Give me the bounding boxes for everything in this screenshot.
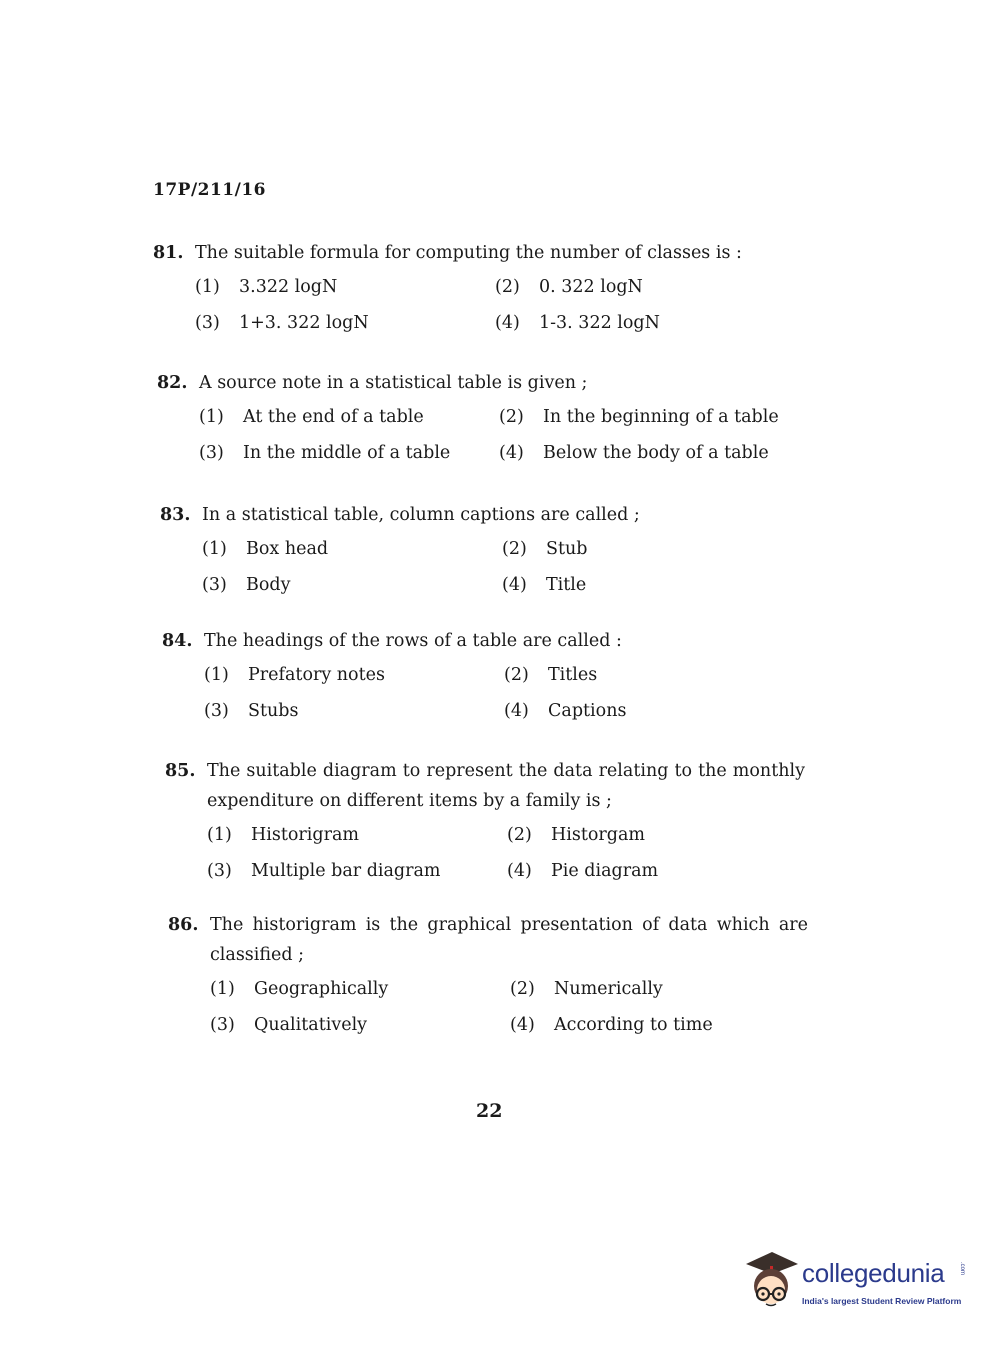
option-2: (2) 0. 322 logN — [495, 277, 643, 297]
question-81 — [153, 238, 813, 336]
question-number: 86. — [168, 915, 199, 935]
option-3: (3) Multiple bar diagram — [207, 861, 441, 881]
option-list — [195, 274, 813, 336]
option-3: (3) 1+3. 322 logN — [195, 313, 369, 333]
question-number: 84. — [162, 631, 193, 651]
option-3: (3) Qualitatively — [210, 1015, 368, 1035]
option-4: (4) Below the body of a table — [499, 443, 769, 463]
option-4: (4) According to time — [510, 1015, 713, 1035]
question-text: A source note in a statistical table is given ; — [199, 373, 588, 393]
option-list — [199, 404, 817, 466]
option-1: (1) Historigram — [207, 825, 359, 845]
option-3: (3) In the middle of a table — [199, 443, 451, 463]
option-4: (4) 1-3. 322 logN — [495, 313, 660, 333]
option-1: (1) 3.322 logN — [195, 277, 338, 297]
question-number: 81. — [153, 243, 184, 263]
option-2: (2) Numerically — [510, 979, 663, 999]
option-2: (2) In the beginning of a table — [499, 407, 779, 427]
option-2: (2) Titles — [504, 665, 598, 685]
question-number: 83. — [160, 505, 191, 525]
question-text: The suitable diagram to represent the data relating to the monthly expenditure on different items by a family is ; — [207, 761, 805, 811]
question-text: In a statistical table, column captions are called ; — [202, 505, 640, 525]
question-86 — [168, 910, 808, 1038]
option-1: (1) Geographically — [210, 979, 389, 999]
question-number: 82. — [157, 373, 188, 393]
option-4: (4) Captions — [504, 701, 627, 721]
question-number: 85. — [165, 761, 196, 781]
question-82 — [157, 368, 817, 466]
logo-suffix: .com — [959, 1262, 965, 1276]
option-2: (2) Historgam — [507, 825, 646, 845]
option-1: (1) Prefatory notes — [204, 665, 385, 685]
question-83 — [160, 500, 820, 598]
paper-code: 17P/211/16 — [153, 180, 267, 200]
question-text: The historigram is the graphical presentation of data which are classified ; — [210, 915, 808, 965]
option-list — [204, 662, 822, 724]
option-3: (3) Stubs — [204, 701, 299, 721]
logo-name: collegedunia — [802, 1258, 945, 1288]
option-2: (2) Stub — [502, 539, 588, 559]
question-text: The headings of the rows of a table are called : — [204, 631, 622, 651]
option-1: (1) Box head — [202, 539, 329, 559]
page-number: 22 — [476, 1100, 503, 1122]
question-text: The suitable formula for computing the number of classes is : — [195, 243, 742, 263]
option-4: (4) Title — [502, 575, 587, 595]
option-4: (4) Pie diagram — [507, 861, 659, 881]
option-1: (1) At the end of a table — [199, 407, 424, 427]
option-list — [210, 976, 808, 1038]
collegedunia-logo — [742, 1250, 972, 1314]
question-85 — [165, 756, 805, 884]
question-84 — [162, 626, 822, 724]
logo-tagline: India's largest Student Review Platform — [802, 1296, 962, 1306]
option-list — [202, 536, 820, 598]
option-3: (3) Body — [202, 575, 291, 595]
option-list — [207, 822, 805, 884]
student-mascot-icon — [742, 1250, 800, 1314]
